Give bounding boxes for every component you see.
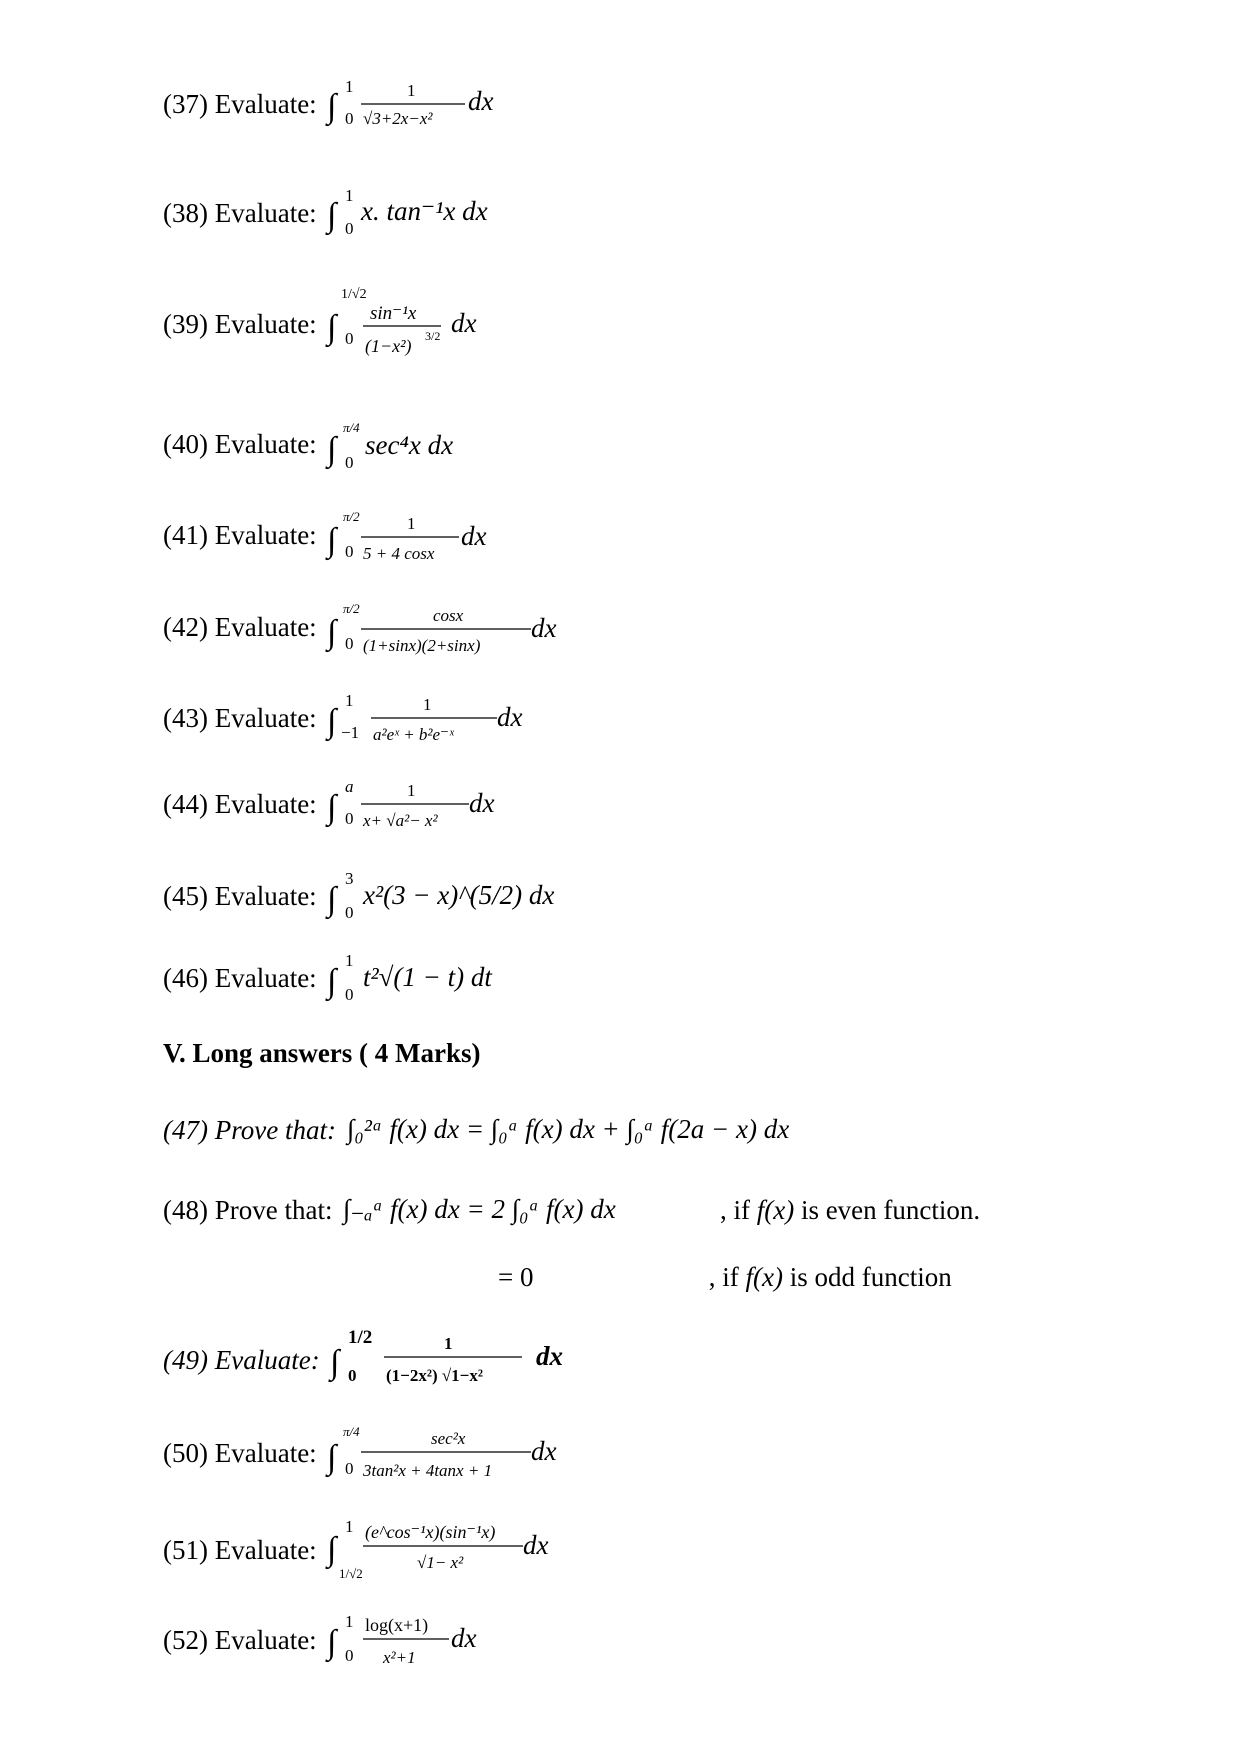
question-42 xyxy=(163,597,583,657)
question-48-alt xyxy=(498,1262,952,1291)
integral-expression xyxy=(323,414,523,474)
numerator: log(x+1) xyxy=(365,1615,429,1635)
svg-text:∫: ∫ xyxy=(327,789,337,826)
exponent: 3/2 xyxy=(425,329,441,343)
question-45 xyxy=(163,866,583,926)
integral-expression xyxy=(339,1180,709,1240)
differential: dx xyxy=(468,86,494,116)
question-40 xyxy=(163,414,523,474)
numerator: sec²x xyxy=(431,1429,466,1448)
question-39 xyxy=(163,284,523,364)
question-48 xyxy=(163,1180,980,1240)
question-label: (49) Evaluate: xyxy=(163,1344,320,1375)
svg-text:dx: dx xyxy=(536,1341,564,1371)
svg-text:0: 0 xyxy=(345,903,354,922)
integrand: sec⁴x dx xyxy=(365,430,454,460)
integrand: x. tan⁻¹x dx xyxy=(361,196,488,226)
integral-expression xyxy=(323,505,543,565)
svg-text:∫: ∫ xyxy=(327,881,337,918)
question-label: (42) Evaluate: xyxy=(163,611,317,642)
integral-expression xyxy=(323,688,563,748)
svg-text:∫: ∫ xyxy=(327,431,337,468)
question-52 xyxy=(163,1605,523,1675)
denominator: √1− x² xyxy=(417,1553,464,1572)
question-label: (38) Evaluate: xyxy=(163,197,317,228)
svg-text:3: 3 xyxy=(345,869,354,888)
lower-limit: 1/√2 xyxy=(339,1566,364,1581)
question-50 xyxy=(163,1418,593,1488)
denominator: 3tan²x + 4tanx + 1 xyxy=(363,1461,493,1480)
numerator: 1 xyxy=(407,514,416,533)
question-label: (39) Evaluate: xyxy=(163,308,317,339)
denominator: x+ √a²− x² xyxy=(363,811,438,830)
svg-text:∫: ∫ xyxy=(327,1531,337,1568)
integral-expression xyxy=(323,948,543,1008)
condition-odd: , if f(x) is odd function xyxy=(708,1262,952,1293)
upper-limit: 1/√2 xyxy=(341,287,368,302)
denominator: x²+1 xyxy=(383,1648,417,1667)
denominator: √3+2x−x² xyxy=(363,109,433,128)
svg-text:dx: dx xyxy=(469,788,495,818)
svg-text:1: 1 xyxy=(345,1517,354,1536)
integrand: t²√(1 − t) dt xyxy=(363,962,493,992)
numerator: (e^cos⁻¹x)(sin⁻¹x) xyxy=(365,1522,496,1542)
question-41 xyxy=(163,505,543,565)
alt-value: = 0 xyxy=(498,1262,534,1293)
svg-text:∫: ∫ xyxy=(327,1439,337,1476)
svg-text:dx: dx xyxy=(523,1530,549,1560)
svg-text:∫: ∫ xyxy=(327,1624,337,1661)
svg-text:dx: dx xyxy=(461,521,487,551)
svg-text:−1: −1 xyxy=(341,723,360,742)
integral-expression xyxy=(323,188,523,238)
question-38 xyxy=(163,188,523,238)
lower-limit: 0 xyxy=(345,109,354,128)
svg-text:a: a xyxy=(345,777,354,796)
svg-text:0: 0 xyxy=(345,1646,354,1665)
integral-expression xyxy=(323,1605,523,1675)
upper-limit: 1 xyxy=(345,77,354,96)
integral-expression xyxy=(323,1418,593,1488)
denominator: (1−x²) xyxy=(365,336,412,356)
question-label: (48) Prove that: xyxy=(163,1194,333,1225)
integral-expression xyxy=(326,1325,596,1395)
integral-expression xyxy=(323,866,583,926)
question-label: (44) Evaluate: xyxy=(163,788,317,819)
question-47 xyxy=(163,1100,963,1160)
statement: ∫₋ₐᵃ f(x) dx = 2 ∫₀ᵃ f(x) dx xyxy=(343,1194,616,1224)
question-51 xyxy=(163,1510,583,1590)
denominator: (1−2x²) √1−x² xyxy=(386,1366,484,1385)
integral-expression xyxy=(343,1100,963,1160)
svg-text:0: 0 xyxy=(345,634,354,653)
numerator: 1 xyxy=(444,1334,453,1353)
integral-expression xyxy=(323,597,583,657)
question-43 xyxy=(163,688,563,748)
denominator: 5 + 4 cosx xyxy=(363,544,435,563)
svg-text:0: 0 xyxy=(345,542,354,561)
numerator: cosx xyxy=(433,606,464,625)
integral-expression xyxy=(323,74,523,134)
numerator: 1 xyxy=(423,695,432,714)
question-label: (45) Evaluate: xyxy=(163,880,317,911)
question-37 xyxy=(163,74,523,134)
svg-text:1/2: 1/2 xyxy=(348,1327,373,1348)
question-49 xyxy=(163,1325,596,1395)
numerator: 1 xyxy=(407,781,416,800)
question-label: (51) Evaluate: xyxy=(163,1534,317,1565)
svg-text:dx: dx xyxy=(531,1436,557,1466)
question-label: (40) Evaluate: xyxy=(163,428,317,459)
svg-text:1: 1 xyxy=(345,691,354,710)
section-heading: V. Long answers ( 4 Marks) xyxy=(163,1038,481,1068)
svg-text:∫: ∫ xyxy=(327,522,337,559)
statement: ∫₀²ᵃ f(x) dx = ∫₀ᵃ f(x) dx + ∫₀ᵃ f(2a − x) dx xyxy=(346,1114,789,1144)
svg-text:π/2: π/2 xyxy=(343,509,361,524)
svg-text:π/4: π/4 xyxy=(343,1424,361,1439)
svg-text:∫: ∫ xyxy=(327,614,337,651)
svg-text:dx: dx xyxy=(531,613,557,643)
integral-expression xyxy=(323,774,543,834)
question-44 xyxy=(163,774,543,834)
denominator: (1+sinx)(2+sinx) xyxy=(363,636,481,655)
svg-text:1: 1 xyxy=(345,186,354,205)
svg-text:π/2: π/2 xyxy=(343,601,361,616)
svg-text:∫: ∫ xyxy=(327,88,337,125)
numerator: sin⁻¹x xyxy=(370,303,417,324)
integral-expression xyxy=(323,284,523,364)
svg-text:dx: dx xyxy=(451,308,477,338)
question-label: (52) Evaluate: xyxy=(163,1624,317,1655)
svg-text:π/4: π/4 xyxy=(343,420,361,435)
svg-text:1: 1 xyxy=(345,1612,354,1631)
integral-expression xyxy=(323,1510,583,1590)
numerator: 1 xyxy=(407,81,416,100)
denominator: a²eˣ + b²e⁻ˣ xyxy=(373,725,455,744)
svg-text:0: 0 xyxy=(345,453,354,472)
svg-text:dx: dx xyxy=(497,702,523,732)
condition-even: , if f(x) is even function. xyxy=(719,1194,981,1225)
svg-text:∫: ∫ xyxy=(327,703,337,740)
svg-text:dx: dx xyxy=(451,1623,477,1653)
question-label: (46) Evaluate: xyxy=(163,962,317,993)
question-label: (50) Evaluate: xyxy=(163,1437,317,1468)
svg-text:∫: ∫ xyxy=(327,963,337,1000)
question-label: (43) Evaluate: xyxy=(163,702,317,733)
svg-text:1: 1 xyxy=(345,951,354,970)
svg-text:0: 0 xyxy=(348,1366,357,1385)
svg-text:0: 0 xyxy=(345,985,354,1004)
svg-text:∫: ∫ xyxy=(327,197,337,234)
svg-text:∫: ∫ xyxy=(330,1344,340,1381)
svg-text:0: 0 xyxy=(345,219,354,238)
question-label: (37) Evaluate: xyxy=(163,88,317,119)
question-label: (47) Prove that: xyxy=(163,1114,336,1145)
integrand: x²(3 − x)^(5/2) dx xyxy=(363,880,555,910)
svg-text:0: 0 xyxy=(345,329,354,348)
question-label: (41) Evaluate: xyxy=(163,519,317,550)
svg-text:0: 0 xyxy=(345,809,354,828)
svg-text:∫: ∫ xyxy=(327,309,337,346)
svg-text:0: 0 xyxy=(345,1459,354,1478)
question-46 xyxy=(163,948,543,1008)
